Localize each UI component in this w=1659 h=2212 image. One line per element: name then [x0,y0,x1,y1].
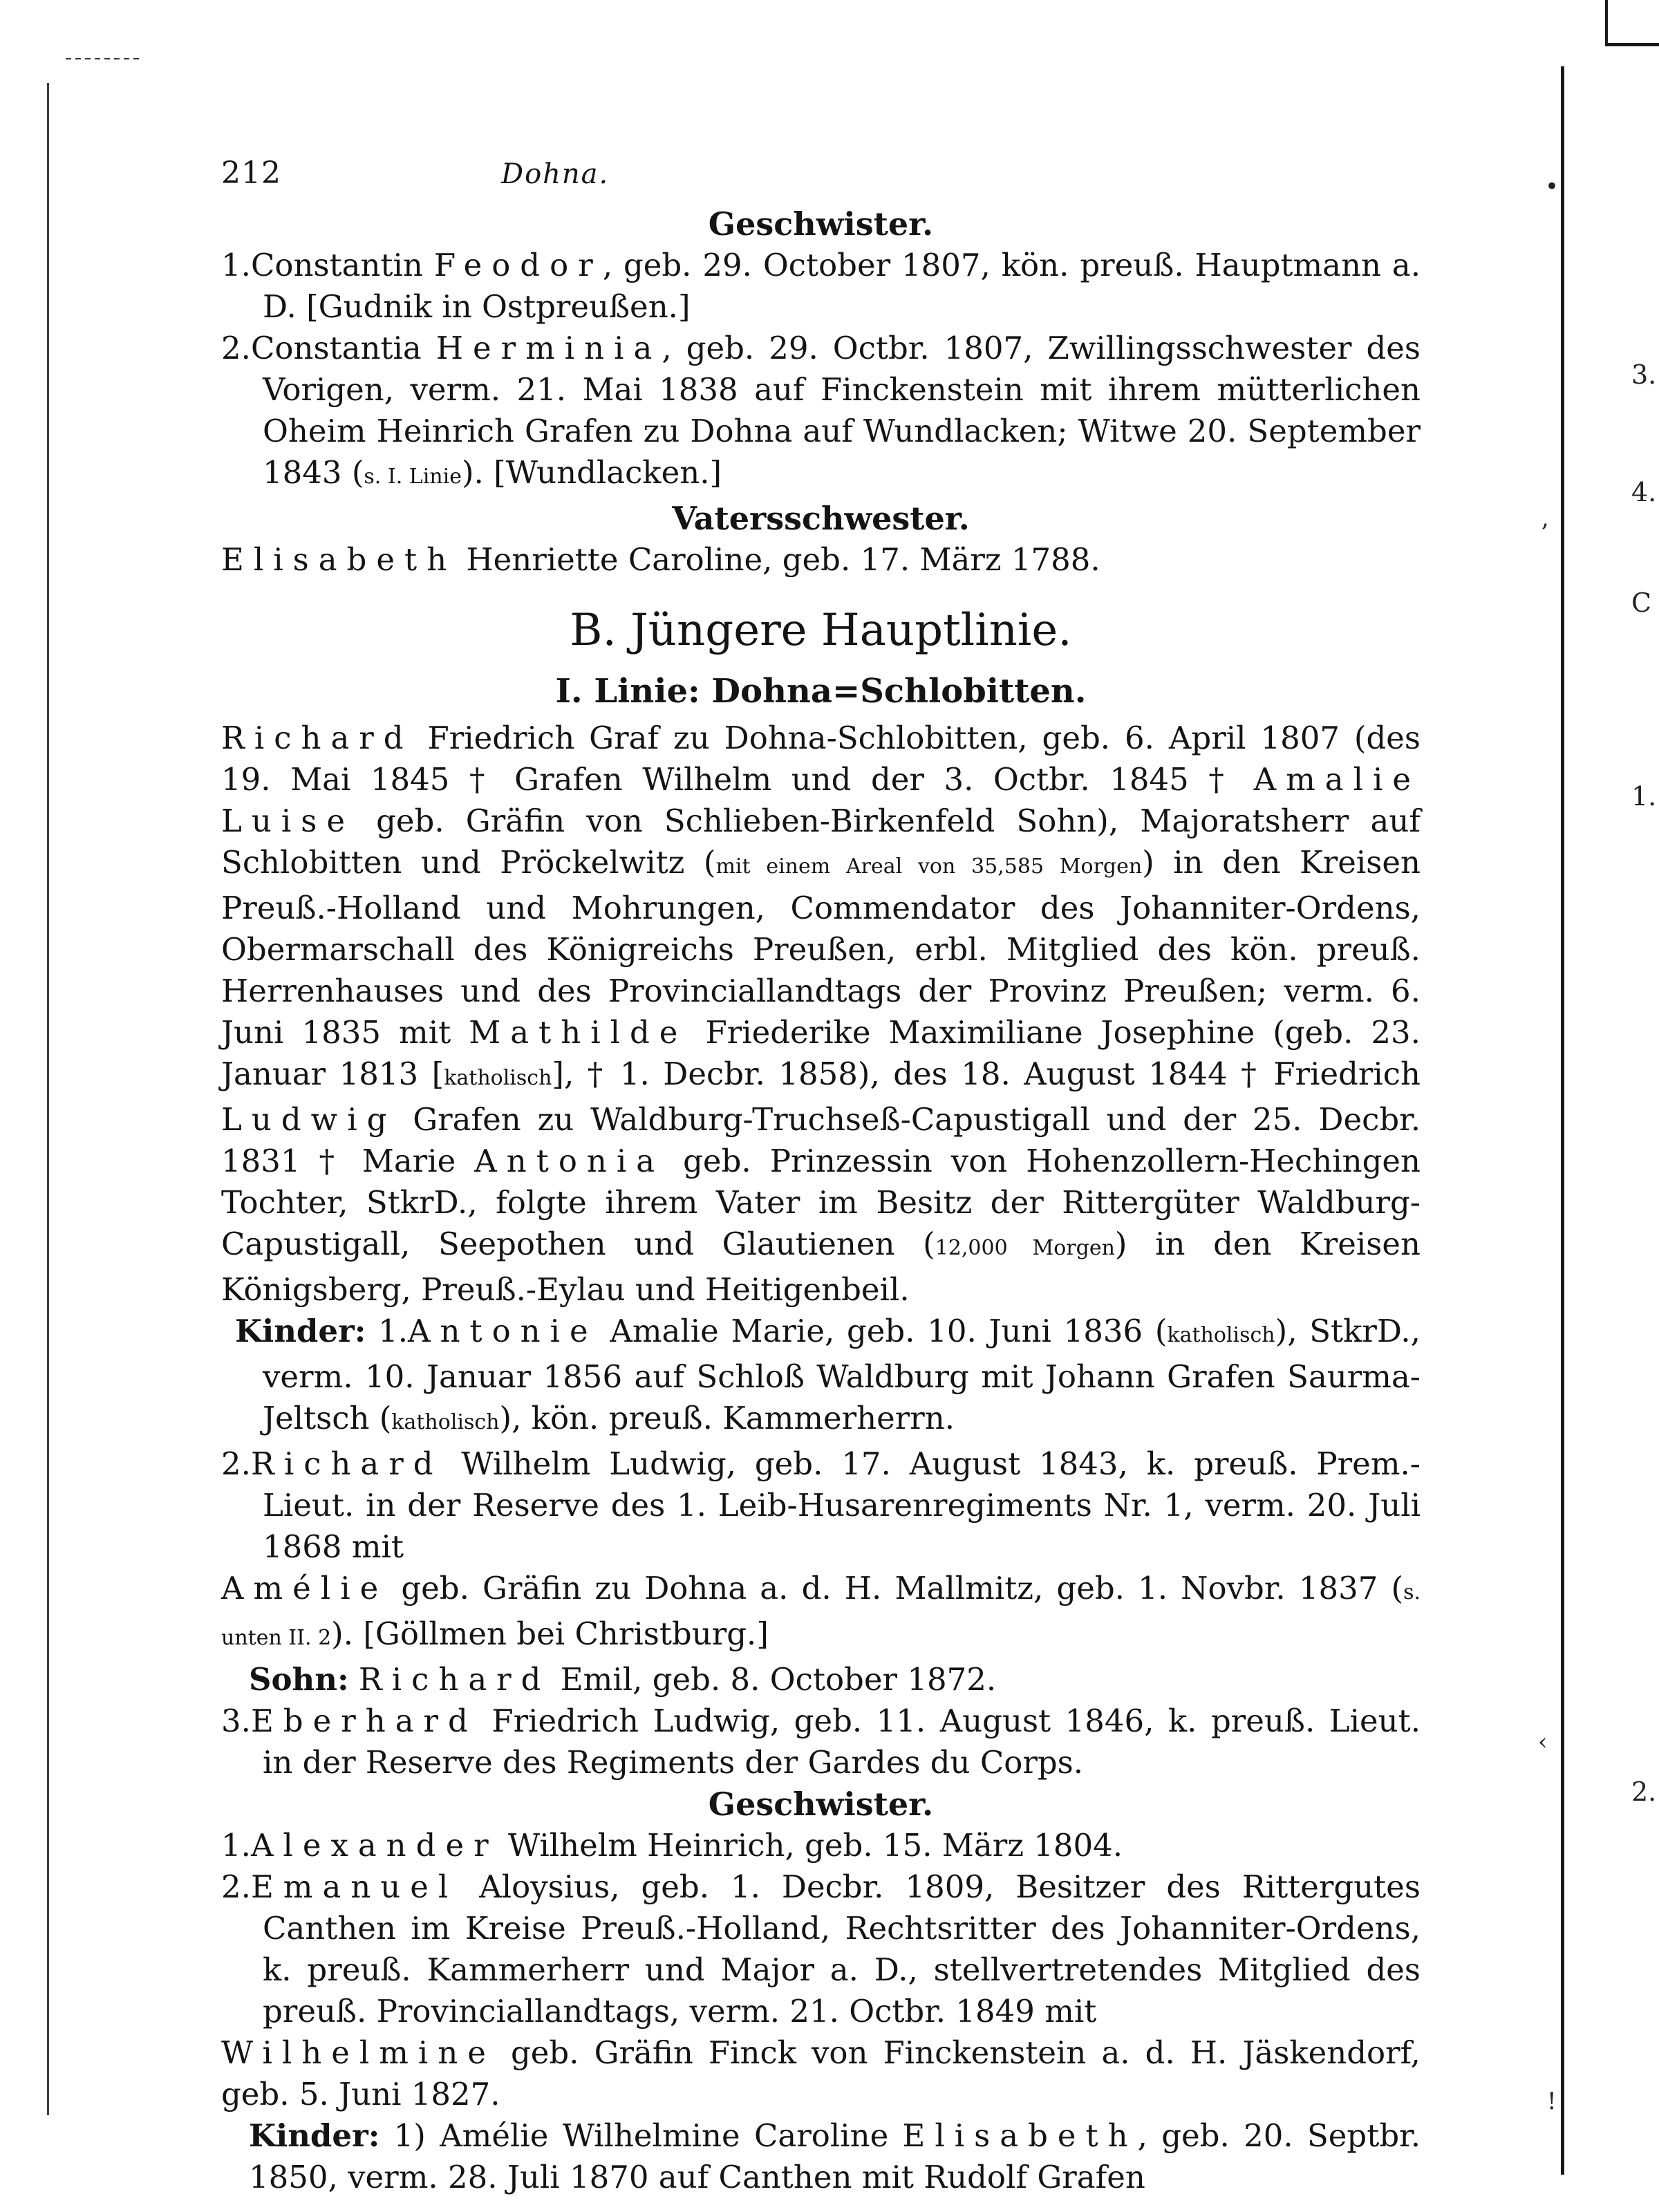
list-item: 2.Richard Wilhelm Ludwig, geb. 17. August 1843, k. preuß. Prem.-Lieut. in der Reserve des 1. Leib-Husarenregiments Nr. 1, verm. 20. Juli 1868 mit [221,1445,1421,1565]
paragraph: Elisabeth Henriette Caroline, geb. 17. März 1788. [221,541,1100,578]
margin-fragment: 3. [1631,359,1657,390]
corner-mark-vertical [1605,0,1608,46]
list-item: 1.Alexander Wilhelm Heinrich, geb. 15. März 1804. [221,1827,1123,1864]
children-entry: Kinder: 1.Antonie Amalie Marie, geb. 10. Juni 1836 (katholisch), StkrD., verm. 10. Januar 1856 auf Schloß Waldburg mit Johann Grafen Saurma-Jeltsch (katholisch), kön. preuß. Kammerherrn. [235,1313,1421,1436]
page-text [221,156,1421,2198]
children-entry: Kinder: 1) Amélie Wilhelmine Caroline Elisabeth, geb. 20. Septbr. 1850, verm. 28. Juli 1870 auf Canthen mit Rudolf Grafen [249,2117,1421,2195]
scan-dash-mark [66,58,142,59]
section-heading: Geschwister. [708,1785,934,1823]
list-item: 3.Eberhard Friedrich Ludwig, geb. 11. August 1846, k. preuß. Lieut. in der Reserve des Regiments der Gardes du Corps. [221,1703,1421,1781]
page-header [221,156,1421,191]
left-edge-line [47,83,49,2115]
page-number: 212 [221,156,281,191]
list-item: 2.Emanuel Aloysius, geb. 1. Decbr. 1809, Besitzer des Rittergutes Canthen im Kreise Preuß.-Holland, Rechtsritter des Johanniter-Ordens, k. preuß. Kammerherr und Major a. D., stellvertretendes Mitglied des preuß. Provinciallandtags, verm. 21. Octbr. 1849 mit [221,1868,1421,2030]
gutter-line [1561,66,1564,2175]
paragraph: Wilhelmine geb. Gräfin Finck von Finckenstein a. d. H. Jäskendorf, geb. 5. Juni 1827. [221,2034,1421,2112]
branch-heading: B. Jüngere Hauptlinie. [570,605,1072,656]
speck: , [1541,505,1549,532]
margin-fragment: 4. [1631,477,1657,507]
speck: ! [1547,2088,1557,2115]
speck: • [1545,173,1559,200]
line-heading: I. Linie: Dohna=Schlobitten. [555,672,1087,711]
son-entry: Sohn: Richard Emil, geb. 8. October 1872. [249,1661,997,1698]
corner-mark-horizontal [1605,43,1659,46]
list-item: 2.Constantia Herminia, geb. 29. Octbr. 1807, Zwillingsschwester des Vorigen, verm. 21. Mai 1838 auf Finckenstein mit ihrem mütterlichen Oheim Heinrich Grafen zu Dohna auf Wundlacken; Witwe 20. September 1843 (s. I. Linie). [Wundlacken.] [221,330,1421,491]
section-heading: Geschwister. [708,205,934,243]
section-heading: Vatersschwester. [672,500,970,537]
paragraph: Amélie geb. Gräfin zu Dohna a. d. H. Mallmitz, geb. 1. Novbr. 1837 (s. unten II. 2). [Göllmen bei Christburg.] [221,1570,1421,1652]
main-entry: Richard Friedrich Graf zu Dohna-Schlobitten, geb. 6. April 1807 (des 19. Mai 1845 † Grafen Wilhelm und der 3. Octbr. 1845 † Amalie Luise geb. Gräfin von Schlieben-Birkenfeld Sohn), Majoratsherr auf Schlobitten und Pröckelwitz (mit einem Areal von 35,585 Morgen) in den Kreisen Preuß.-Holland und Mohrungen, Commendator des Johanniter-Ordens, Obermarschall des Königreichs Preußen, erbl. Mitglied des kön. preuß. Herrenhauses und des Provinciallandtags der Provinz Preußen; verm. 6. Juni 1835 mit Mathilde Friederike Maximiliane Josephine (geb. 23. Januar 1813 [katholisch], † 1. Decbr. 1858), des 18. August 1844 † Friedrich Ludwig Grafen zu Waldburg-Truchseß-Capustigall und der 25. Decbr. 1831 † Marie Antonia geb. Prinzessin von Hohenzollern-Hechingen Tochter, StkrD., folgte ihrem Vater im Besitz der Rittergüter Waldburg-Capustigall, Seepothen und Glautienen (12,000 Morgen) in den Kreisen Königsberg, Preuß.-Eylau und Heitigenbeil. [221,720,1421,1308]
margin-fragment: C [1631,588,1652,618]
margin-fragment: 1. [1631,781,1657,812]
margin-fragment: 2. [1631,1777,1657,1807]
running-title: Dohna. [501,158,610,190]
speck: ‹ [1538,1728,1548,1756]
list-item: 1.Constantin Feodor, geb. 29. October 1807, kön. preuß. Hauptmann a. D. [Gudnik in Ostpreußen.] [221,247,1421,325]
